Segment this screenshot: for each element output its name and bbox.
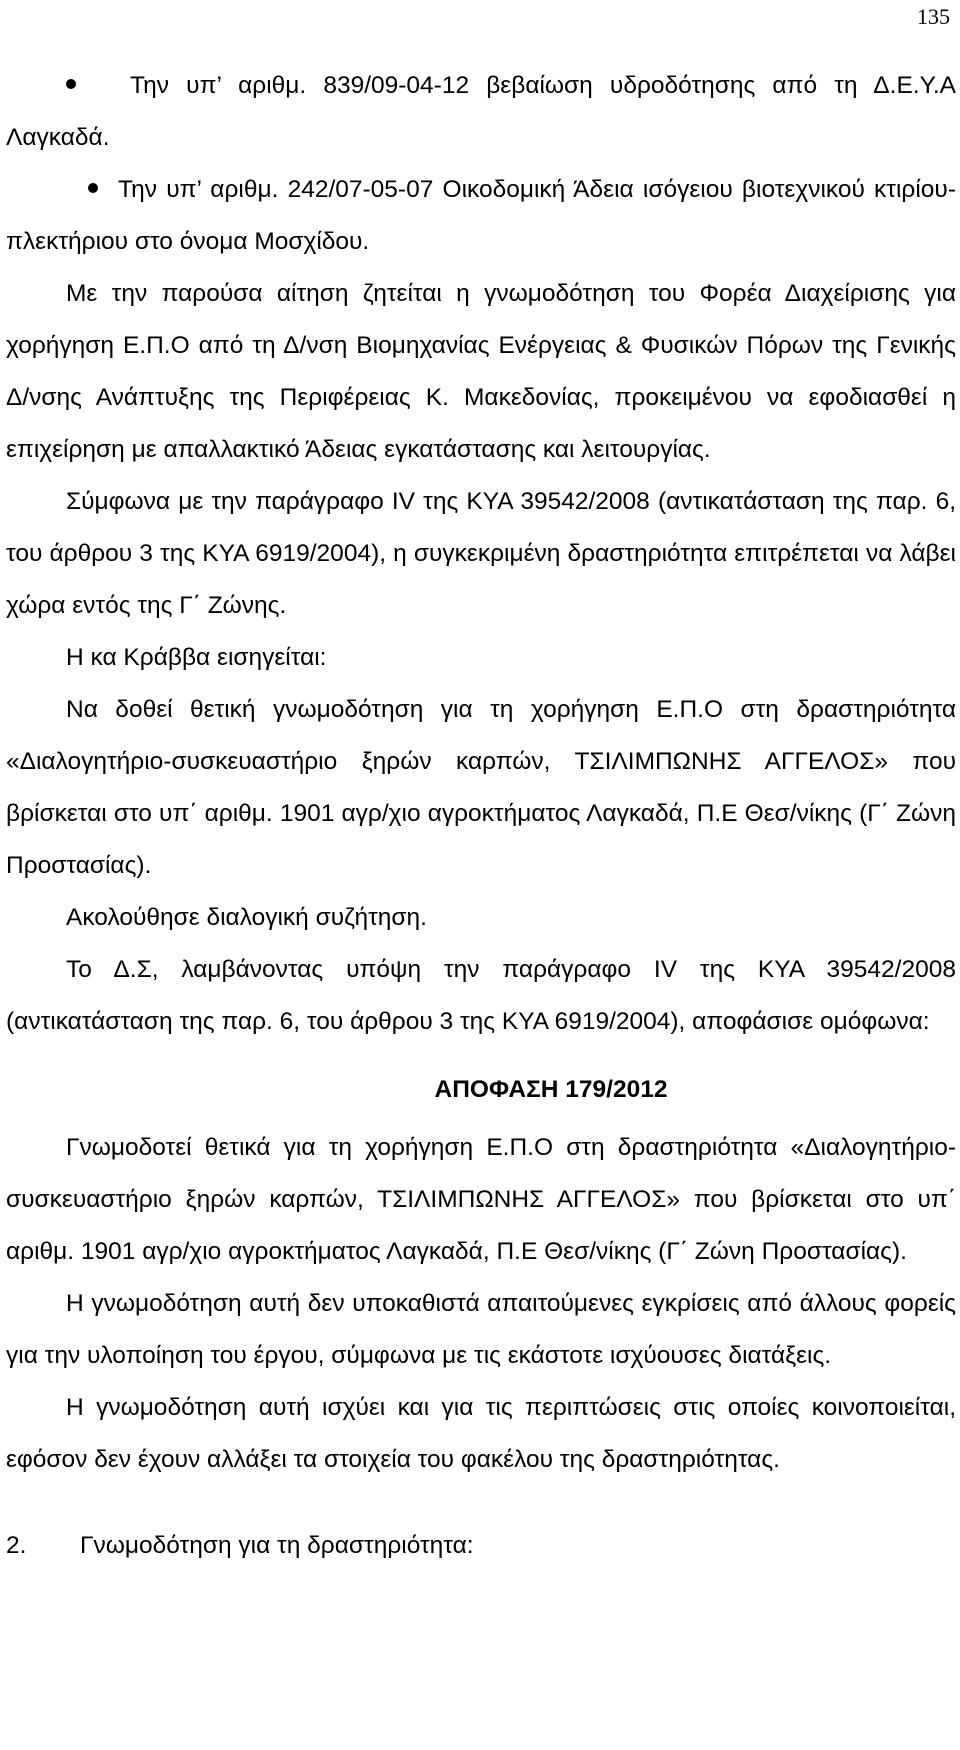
bullet-text: Την υπ’ αριθμ. 242/07-05-07 Οικοδομική Άδεια ισόγειου βιοτεχνικού κτιρίου-πλεκτήριου στο όνομα Μοσχίδου. <box>6 176 956 255</box>
bullet-item-water-certificate <box>6 60 956 164</box>
paragraph-no-replace: Η γνωμοδότηση αυτή δεν υποκαθιστά απαιτούμενες εγκρίσεις από άλλους φορείς για την υλοποίηση του έργου, σύμφωνα με τις εκάστοτε ισχύουσες διατάξεις. <box>6 1290 956 1369</box>
paragraph-validity: Η γνωμοδότηση αυτή ισχύει και για τις περιπτώσεις στις οποίες κοινοποιείται, εφόσον δεν έχουν αλλάξει τα στοιχεία του φακέλου της δραστηριότητας. <box>6 1394 956 1473</box>
paragraph-request: Με την παρούσα αίτηση ζητείται η γνωμοδότηση του Φορέα Διαχείρισης για χορήγηση Ε.Π.Ο από τη Δ/νση Βιομηχανίας Ενέργειας & Φυσικών Πόρων της Γενικής Δ/νσης Ανάπτυξης της Περιφέρειας Κ. Μακεδονίας, προκειμένου να εφοδιασθεί η επιχείρηση με απαλλακτικό Άδειας εγκατάστασης και λειτουργίας. <box>6 280 956 463</box>
bullet-icon <box>66 79 76 89</box>
bullet-item-building-permit <box>6 164 956 268</box>
paragraph-board: Το Δ.Σ, λαμβάνοντας υπόψη την παράγραφο IV της ΚΥΑ 39542/2008 (αντικατάσταση της παρ. 6, του άρθρου 3 της ΚΥΑ 6919/2004), αποφάσισε ομόφωνα: <box>6 956 956 1035</box>
decision-title: ΑΠΟΦΑΣΗ 179/2012 <box>434 1076 668 1103</box>
section-number: 2. <box>6 1532 27 1559</box>
paragraph-decision: Γνωμοδοτεί θετικά για τη χορήγηση Ε.Π.Ο στη δραστηριότητα «Διαλογητήριο-συσκευαστήριο ξηρών καρπών, ΤΣΙΛΙΜΠΩΝΗΣ ΑΓΓΕΛΟΣ» που βρίσκεται στο υπ΄ αριθμ. 1901 αγρ/χιο αγροκτήματος Λαγκαδά, Π.Ε Θεσ/νίκης (Γ΄ Ζώνη Προστασίας). <box>6 1134 956 1265</box>
document-body <box>6 60 956 1572</box>
bullet-text: Την υπ’ αριθμ. 839/09-04-12 βεβαίωση υδροδότησης από τη Δ.Ε.Υ.Α Λαγκαδά. <box>6 72 956 151</box>
page-number: 135 <box>917 4 950 29</box>
paragraph-proposal: Να δοθεί θετική γνωμοδότηση για τη χορήγηση Ε.Π.Ο στη δραστηριότητα «Διαλογητήριο-συσκευαστήριο ξηρών καρπών, ΤΣΙΛΙΜΠΩΝΗΣ ΑΓΓΕΛΟΣ» που βρίσκεται στο υπ΄ αριθμ. 1901 αγρ/χιο αγροκτήματος Λαγκαδά, Π.Ε Θεσ/νίκης (Γ΄ Ζώνη Προστασίας). <box>6 696 956 879</box>
section-heading <box>6 1520 956 1572</box>
paragraph-according: Σύμφωνα με την παράγραφο IV της ΚΥΑ 39542/2008 (αντικατάσταση της παρ. 6, του άρθρου 3 της ΚΥΑ 6919/2004), η συγκεκριμένη δραστηριότητα επιτρέπεται να λάβει χώρα εντός της Γ΄ Ζώνης. <box>6 488 956 619</box>
paragraph-discussion: Ακολούθησε διαλογική συζήτηση. <box>66 904 427 931</box>
section-title: Γνωμοδότηση για τη δραστηριότητα: <box>80 1532 474 1559</box>
paragraph-rapporteur: Η κα Κράββα εισηγείται: <box>66 644 327 671</box>
bullet-icon <box>88 183 98 193</box>
